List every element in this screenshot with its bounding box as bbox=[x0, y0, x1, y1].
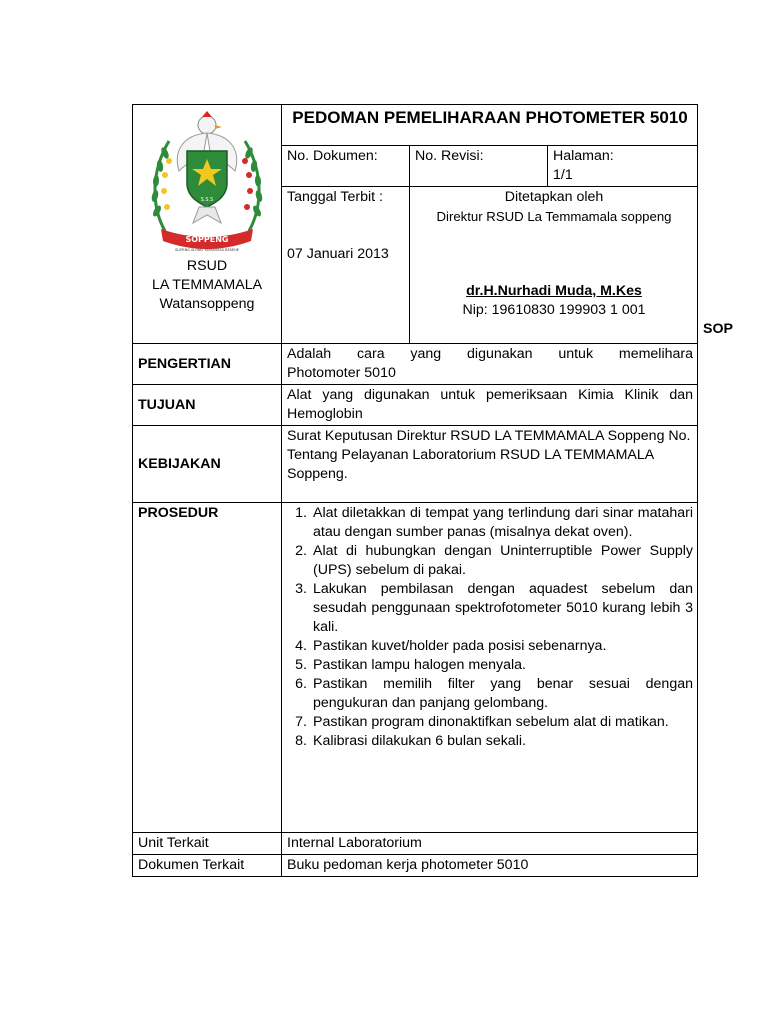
pengertian-line-2: Photomoter 5010 bbox=[287, 365, 396, 381]
svg-text:S.S.S: S.S.S bbox=[200, 197, 214, 203]
prosedur-step bbox=[287, 637, 693, 656]
prosedur-step-number: 7. bbox=[295, 714, 307, 730]
prosedur-step-number: 3. bbox=[295, 581, 307, 597]
dokumen-terkait-label: Dokumen Terkait bbox=[133, 855, 282, 877]
svg-text:SOPPENG: SOPPENG bbox=[185, 235, 229, 244]
kebijakan-text bbox=[282, 426, 698, 503]
prosedur-step bbox=[287, 732, 693, 751]
kebijakan-text-1: Surat Keputusan Direktur RSUD LA TEMMAMALA Soppeng No. bbox=[287, 428, 691, 444]
svg-text:SLIPENG SLONG YAPASSSSS RESEHE: SLIPENG SLONG YAPASSSSS RESEHE bbox=[175, 248, 239, 252]
tanggal-terbit-value: 07 Januari 2013 bbox=[287, 246, 389, 262]
pengertian-text bbox=[282, 344, 698, 385]
document-title: PEDOMAN PEMELIHARAAN PHOTOMETER 5010 bbox=[282, 105, 698, 146]
halaman-cell bbox=[548, 146, 698, 187]
org-line-1: RSUD bbox=[186, 258, 228, 274]
prosedur-step-number: 1. bbox=[295, 505, 307, 521]
no-revisi-label: No. Revisi: bbox=[410, 146, 548, 187]
prosedur-steps-list bbox=[287, 504, 693, 751]
prosedur-step bbox=[287, 656, 693, 675]
org-line-3: Watansoppeng bbox=[159, 296, 255, 312]
ditetapkan-cell bbox=[410, 187, 698, 344]
prosedur-step-text: Pastikan program dinonaktifkan sebelum alat di matikan. bbox=[313, 714, 669, 730]
org-line-2: LA TEMMAMALA bbox=[151, 277, 263, 293]
prosedur-step-number: 5. bbox=[295, 657, 307, 673]
prosedur-step-text: Pastikan kuvet/holder pada posisi sebenarnya. bbox=[313, 638, 607, 654]
kebijakan-text-2: Tentang Pelayanan Laboratorium RSUD LA TEMMAMALA Soppeng. bbox=[287, 447, 654, 482]
prosedur-step-text: Lakukan pembilasan dengan aquadest sebelum dan sesudah penggunaan spektrofotometer 5010 kurang lebih 3 kali. bbox=[313, 581, 693, 635]
tujuan-text: Alat yang digunakan untuk pemeriksaan Kimia Klinik dan Hemoglobin bbox=[282, 385, 698, 426]
kebijakan-label: KEBIJAKAN bbox=[133, 426, 282, 503]
halaman-label: Halaman: bbox=[553, 148, 614, 164]
tanggal-terbit-cell bbox=[282, 187, 410, 344]
ditetapkan-oleh: Ditetapkan oleh bbox=[504, 189, 604, 205]
sop-document-table: S.S.S SOPPENG SLIPENG SLONG YAPASSSSS RESEHE RSUD LA TEMMAMALA Watansoppeng PEDOMAN PEMELIHARAAN PHOTOMETER 5010 No. Dokumen: No. Revisi: Halaman: 1/1 Tanggal Terbit : 07 Januari 2013 Ditetapkan oleh Direktur RSUD La Temmamala soppeng dr.H.Nurhadi Muda, M.Kes Nip: 19610830 199903 1 001 SOP PENGERTIAN Adalah cara yang digunakan untuk memelihara Photomoter 5010 TUJUAN Alat yang digunakan untuk pemeriksaan Kimia Klinik dan Hemoglobin KEBIJAKAN Surat Keputusan Direktur RSUD LA TEMMAMALA Soppeng No. Tentang Pelayanan Laboratorium RSUD LA TEMMAMALA Soppeng. PROSEDUR 1. Alat diletakkan di tempat yang terlindung dari sinar matahari atau dengan sumber panas (misalnya dekat oven). 2. Alat di hubungkan dengan Uninterruptible Power Supply (UPS) sebelum di pakai. 3. Lakukan pembilasan dengan aquadest sebelum dan sesudah penggunaan spektrofotometer 5010 kurang lebih 3 kali. 4. Pastikan kuvet/holder pada posisi sebenarnya. 5. Pastikan lampu halogen menyala. 6. Pastikan memilih filter yang benar sesuai dengan pengukuran dan panjang gelombang. 7. Pastikan program dinonaktifkan sebelum alat di matikan. 8. Kalibrasi dilakukan 6 bulan sekali. Unit Terkait Internal Laboratorium Dokumen Terkait Buku pedoman kerja photometer 5010 bbox=[132, 104, 698, 877]
tanggal-terbit-label: Tanggal Terbit : bbox=[287, 189, 383, 205]
prosedur-step-text: Alat di hubungkan dengan Uninterruptible Power Supply (UPS) sebelum di pakai. bbox=[313, 543, 693, 578]
org-identity-cell bbox=[133, 105, 282, 344]
prosedur-step bbox=[287, 713, 693, 732]
prosedur-label: PROSEDUR bbox=[133, 503, 282, 833]
prosedur-step-number: 2. bbox=[295, 543, 307, 559]
halaman-value: 1/1 bbox=[553, 167, 573, 183]
prosedur-steps bbox=[282, 503, 698, 833]
prosedur-step bbox=[287, 504, 693, 542]
signer-name: dr.H.Nurhadi Muda, M.Kes bbox=[466, 283, 642, 299]
prosedur-step-text: Pastikan memilih filter yang benar sesuai dengan pengukuran dan panjang gelombang. bbox=[313, 676, 693, 711]
prosedur-step bbox=[287, 542, 693, 580]
prosedur-step-text: Kalibrasi dilakukan 6 bulan sekali. bbox=[313, 733, 526, 749]
tujuan-label: TUJUAN bbox=[133, 385, 282, 426]
no-dokumen-label: No. Dokumen: bbox=[282, 146, 410, 187]
unit-terkait-label: Unit Terkait bbox=[133, 833, 282, 855]
prosedur-step-number: 4. bbox=[295, 638, 307, 654]
unit-terkait-value: Internal Laboratorium bbox=[282, 833, 698, 855]
pengertian-line-1: Adalah cara yang digunakan untuk memelihara bbox=[287, 346, 693, 362]
prosedur-step-number: 8. bbox=[295, 733, 307, 749]
prosedur-step-number: 6. bbox=[295, 676, 307, 692]
signer-nip: Nip: 19610830 199903 1 001 bbox=[462, 302, 646, 318]
pengertian-label: PENGERTIAN bbox=[133, 344, 282, 385]
soppeng-emblem-logo bbox=[143, 111, 271, 253]
prosedur-step bbox=[287, 580, 693, 637]
prosedur-step-text: Pastikan lampu halogen menyala. bbox=[313, 657, 526, 673]
prosedur-step-text: Alat diletakkan di tempat yang terlindung dari sinar matahari atau dengan sumber panas (misalnya dekat oven). bbox=[313, 505, 693, 540]
prosedur-step bbox=[287, 675, 693, 713]
dokumen-terkait-value: Buku pedoman kerja photometer 5010 bbox=[282, 855, 698, 877]
direktur-title: Direktur RSUD La Temmamala soppeng bbox=[436, 209, 672, 224]
